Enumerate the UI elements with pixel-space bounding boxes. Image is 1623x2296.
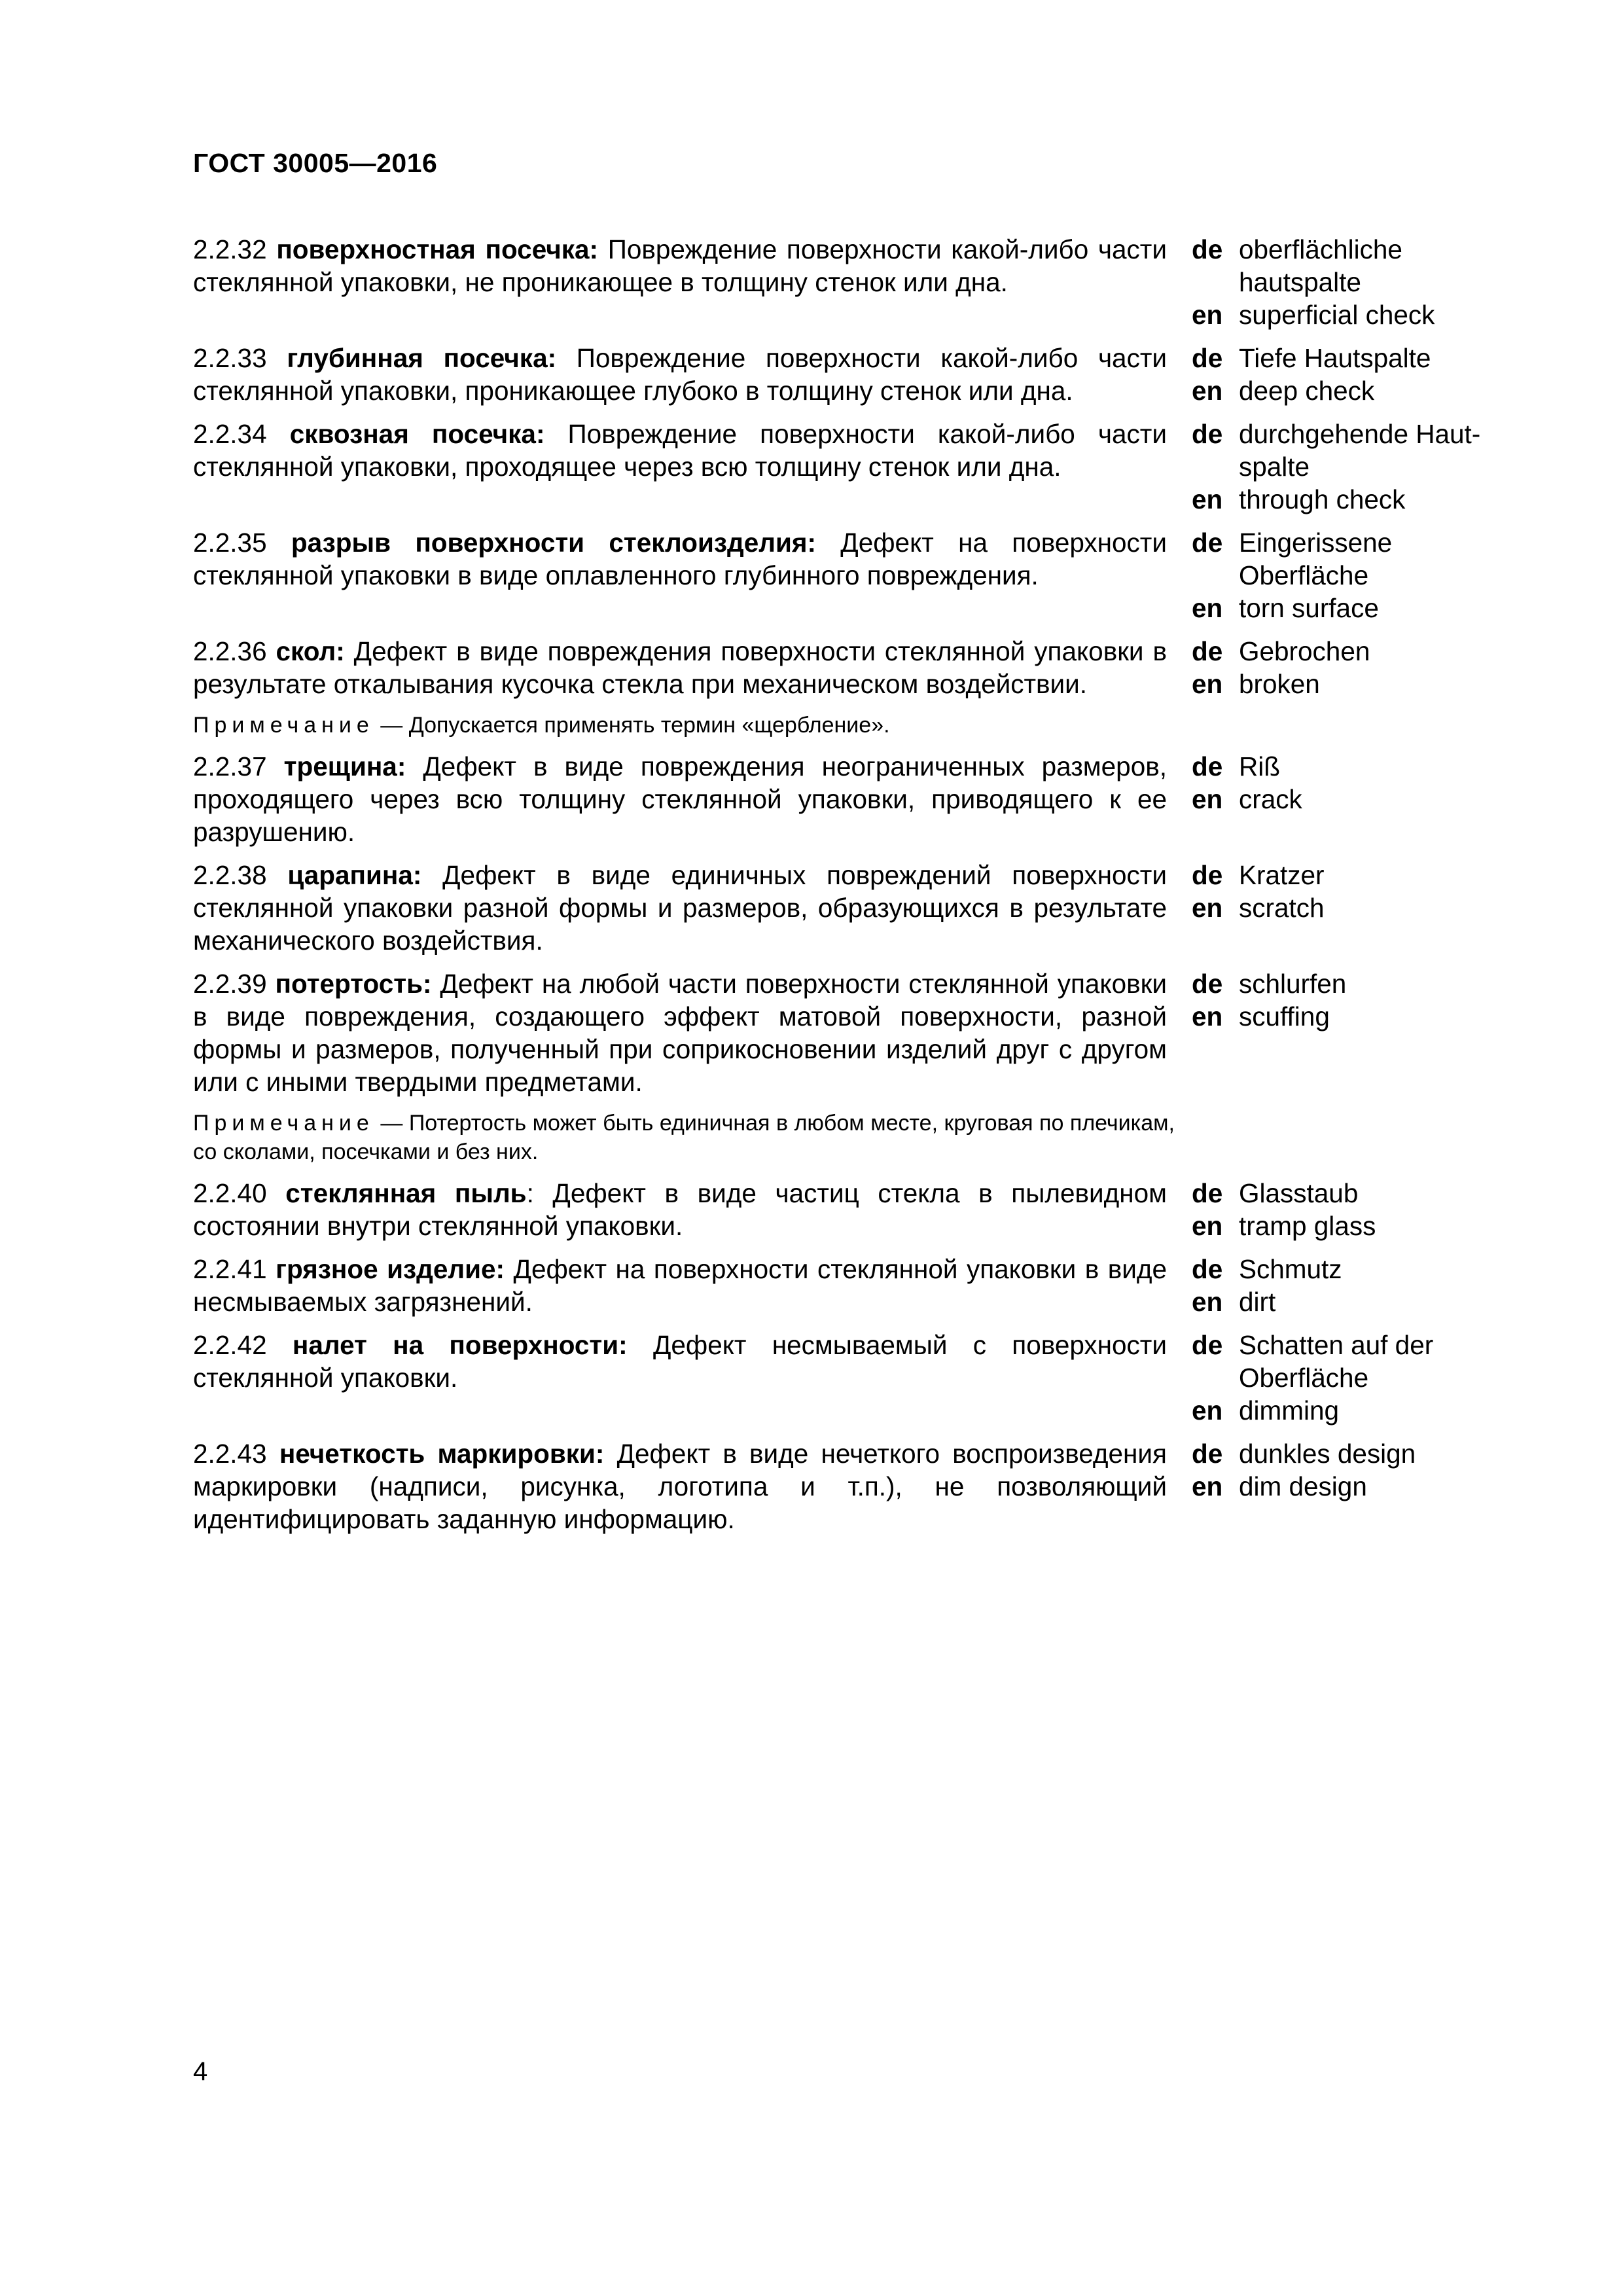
term-entry [193, 418, 1522, 516]
note-label: Примечание [193, 713, 374, 738]
lang-label-de: de [1192, 419, 1223, 449]
lang-label-en: en [1192, 484, 1223, 514]
lang-label-de: de [1192, 343, 1223, 373]
lang-spacer [1192, 266, 1239, 298]
lang-label-de: de [1192, 860, 1223, 890]
term-de: oberflächliche [1239, 234, 1402, 264]
terms-list [193, 233, 1522, 1546]
term-name: сквозная посечка: [289, 419, 545, 449]
lang-label-de: de [1192, 969, 1223, 999]
note-text: — Потертость может быть единичная в любом месте, круговая по плечикам, со сколами, посечками и без них. [193, 1111, 1175, 1164]
term-entry [193, 750, 1522, 848]
term-de: schlurfen [1239, 969, 1347, 999]
term-name: нечеткость маркировки: [279, 1439, 605, 1469]
term-name: царапина: [287, 860, 422, 890]
term-de: spalte [1239, 452, 1310, 482]
term-en: dirt [1239, 1287, 1276, 1317]
term-definition [193, 233, 1175, 331]
lang-label-de: de [1192, 1330, 1223, 1360]
term-number: 2.2.38 [193, 860, 267, 890]
term-entry [193, 526, 1522, 624]
lang-label-en: en [1192, 1001, 1223, 1031]
term-number: 2.2.32 [193, 234, 267, 264]
language-labels [1175, 526, 1239, 624]
term-number: 2.2.34 [193, 419, 267, 449]
foreign-terms [1239, 967, 1501, 1098]
term-en: tramp glass [1239, 1211, 1376, 1241]
term-en: scratch [1239, 893, 1325, 923]
term-en: through check [1239, 484, 1406, 514]
term-definition [193, 342, 1175, 407]
term-name: разрыв поверхности стеклоизделия: [291, 528, 816, 558]
lang-label-de: de [1192, 234, 1223, 264]
lang-label-en: en [1192, 1471, 1223, 1501]
term-name: налет на поверхности: [292, 1330, 628, 1360]
term-name: скол: [276, 636, 345, 666]
term-number: 2.2.33 [193, 343, 267, 373]
foreign-terms [1239, 342, 1501, 407]
term-name: потертость: [275, 969, 432, 999]
lang-label-en: en [1192, 893, 1223, 923]
page-number: 4 [193, 2057, 208, 2086]
lang-label-en: en [1192, 593, 1223, 623]
definition-text: Дефект в виде единичных повреждений поверхности стеклянной упаковки разной формы и размеров, образующихся в результате механического воздействия. [193, 860, 1167, 956]
language-labels [1175, 859, 1239, 957]
term-de: Kratzer [1239, 860, 1325, 890]
term-definition [193, 1329, 1175, 1427]
language-labels [1175, 635, 1239, 700]
note-label: Примечание [193, 1111, 374, 1136]
term-en: scuffing [1239, 1001, 1330, 1031]
lang-label-en: en [1192, 1287, 1223, 1317]
term-definition [193, 967, 1175, 1098]
note-text: — Допускается применять термин «щербление». [380, 713, 890, 738]
lang-label-de: de [1192, 636, 1223, 666]
foreign-terms [1239, 750, 1501, 848]
definition-text: Дефект в виде повреждения поверхности стеклянной упаковки в результате откалывания кусочка стекла при механическом воздействии. [193, 636, 1167, 699]
definition-text: : Дефект в виде частиц стекла в пылевидном состоянии внутри стеклянной упаковки. [193, 1178, 1167, 1241]
foreign-terms [1239, 418, 1501, 516]
lang-label-en: en [1192, 784, 1223, 814]
term-de: hautspalte [1239, 267, 1361, 297]
lang-label-en: en [1192, 1395, 1223, 1426]
lang-label-de: de [1192, 1178, 1223, 1208]
language-labels [1175, 1177, 1239, 1242]
term-de: Gebrochen [1239, 636, 1370, 666]
term-name: трещина: [283, 751, 406, 781]
term-en: broken [1239, 669, 1320, 699]
definition-text: Дефект на любой части поверхности стеклянной упаковки в виде повреждения, создающего эффект матовой поверхности, разной формы и размеров, полученный при соприкосновении изделий друг с другом или с иными твердыми предметами. [193, 969, 1167, 1097]
language-labels [1175, 1437, 1239, 1535]
term-en: torn surface [1239, 593, 1379, 623]
definition-text: Дефект в виде нечеткого воспроизведения маркировки (надписи, рисунка, логотипа и т.п.), не позволяющий идентифицировать заданную информацию. [193, 1439, 1167, 1534]
term-definition [193, 526, 1175, 624]
term-entry [193, 859, 1522, 957]
foreign-terms [1239, 1437, 1501, 1535]
definition-text: Повреждение поверхности какой-либо части стеклянной упаковки, проникающее глубоко в толщину стенок или дна. [193, 343, 1167, 406]
language-labels [1175, 967, 1239, 1098]
foreign-terms [1239, 635, 1501, 700]
term-de: Schmutz [1239, 1254, 1342, 1284]
term-entry [193, 1329, 1522, 1427]
term-number: 2.2.40 [193, 1178, 267, 1208]
foreign-terms [1239, 1253, 1501, 1318]
term-number: 2.2.39 [193, 969, 267, 999]
term-en: dim design [1239, 1471, 1367, 1501]
lang-spacer [1192, 1361, 1239, 1394]
language-labels [1175, 342, 1239, 407]
term-definition [193, 1437, 1175, 1535]
term-en: deep check [1239, 376, 1375, 406]
lang-label-de: de [1192, 751, 1223, 781]
term-definition [193, 418, 1175, 516]
foreign-terms [1239, 526, 1501, 624]
term-number: 2.2.37 [193, 751, 267, 781]
term-entry [193, 967, 1522, 1098]
definition-text: Повреждение поверхности какой-либо части стеклянной упаковки, не проникающее в толщину стенок или дна. [193, 234, 1167, 297]
term-en: crack [1239, 784, 1302, 814]
term-de: dunkles design [1239, 1439, 1416, 1469]
term-de: Eingerissene [1239, 528, 1393, 558]
term-definition [193, 635, 1175, 700]
lang-label-en: en [1192, 1211, 1223, 1241]
definition-text: Повреждение поверхности какой-либо части стеклянной упаковки, проходящее через всю толщину стенок или дна. [193, 419, 1167, 482]
term-en: dimming [1239, 1395, 1340, 1426]
language-labels [1175, 1253, 1239, 1318]
foreign-terms [1239, 859, 1501, 957]
term-de: Oberfläche [1239, 560, 1369, 590]
term-entry [193, 1253, 1522, 1318]
term-name: глубинная посечка: [287, 343, 557, 373]
definition-text: Дефект несмываемый с поверхности стеклянной упаковки. [193, 1330, 1167, 1393]
term-entry [193, 1177, 1522, 1242]
term-en: superficial check [1239, 300, 1435, 330]
language-labels [1175, 418, 1239, 516]
term-number: 2.2.42 [193, 1330, 267, 1360]
term-number: 2.2.41 [193, 1254, 267, 1284]
foreign-terms [1239, 233, 1501, 331]
lang-spacer [1192, 559, 1239, 592]
term-de: Glasstaub [1239, 1178, 1359, 1208]
term-definition [193, 750, 1175, 848]
term-entry [193, 342, 1522, 407]
language-labels [1175, 750, 1239, 848]
lang-label-de: de [1192, 528, 1223, 558]
term-de: durchgehende Haut- [1239, 419, 1481, 449]
term-entry [193, 233, 1522, 331]
language-labels [1175, 233, 1239, 331]
page-header: ГОСТ 30005—2016 [193, 148, 438, 178]
lang-label-de: de [1192, 1439, 1223, 1469]
term-number: 2.2.35 [193, 528, 267, 558]
term-name: стеклянная пыль [285, 1178, 527, 1208]
term-definition [193, 859, 1175, 957]
note [193, 711, 1175, 740]
term-number: 2.2.43 [193, 1439, 267, 1469]
definition-text: Дефект в виде повреждения неограниченных размеров, проходящего через всю толщину стеклянной упаковки, приводящего к ее разрушению. [193, 751, 1167, 847]
term-number: 2.2.36 [193, 636, 267, 666]
term-entry [193, 1437, 1522, 1535]
language-labels [1175, 1329, 1239, 1427]
term-de: Tiefe Hautspalte [1239, 343, 1431, 373]
definition-text: Дефект на поверхности стеклянной упаковки в виде несмываемых загрязнений. [193, 1254, 1167, 1317]
note [193, 1109, 1175, 1166]
lang-label-en: en [1192, 300, 1223, 330]
lang-label-en: en [1192, 669, 1223, 699]
term-entry [193, 635, 1522, 700]
lang-label-de: de [1192, 1254, 1223, 1284]
term-de: Oberfläche [1239, 1363, 1369, 1393]
lang-label-en: en [1192, 376, 1223, 406]
definition-text: Дефект на поверхности стеклянной упаковки в виде оплавленного глубинного повреждения. [193, 528, 1167, 590]
lang-spacer [1192, 450, 1239, 483]
foreign-terms [1239, 1177, 1501, 1242]
term-definition [193, 1253, 1175, 1318]
foreign-terms [1239, 1329, 1501, 1427]
term-de: Riß [1239, 751, 1280, 781]
term-de: Schatten auf der [1239, 1330, 1434, 1360]
term-name: грязное изделие: [276, 1254, 505, 1284]
term-name: поверхностная посечка: [276, 234, 598, 264]
term-definition [193, 1177, 1175, 1242]
